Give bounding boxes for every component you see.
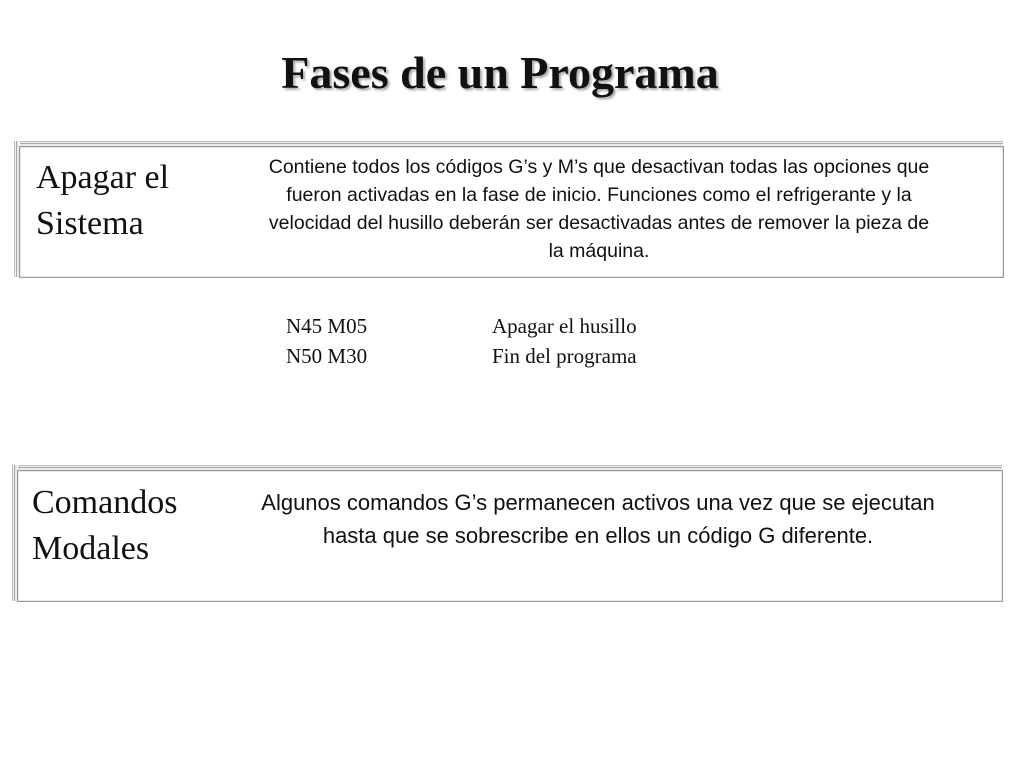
apagar-sistema-panel: [19, 146, 1004, 278]
comandos-modales-panel: [17, 470, 1003, 602]
apagar-sistema-heading: Apagar el Sistema: [36, 159, 170, 242]
code-example: [286, 311, 712, 371]
code-line: [286, 311, 712, 341]
comandos-modales-heading: Comandos Modales: [32, 484, 178, 567]
code-description: Apagar el husillo: [492, 314, 637, 338]
code-line: [286, 341, 712, 371]
code-description: Fin del programa: [492, 344, 637, 368]
code-command: N50 M30: [286, 344, 368, 368]
comandos-modales-description: Algunos comandos G’s permanecen activos una vez que se ejecutan hasta que se sobrescribe en ellos un código G diferente.: [261, 490, 935, 548]
apagar-sistema-description: Contiene todos los códigos G’s y M’s que desactivan todas las opciones que fueron activadas en la fase de inicio. Funciones como el refrigerante y la velocidad del husillo deberán ser desactivadas antes de remover la pieza de la máquina.: [268, 156, 930, 262]
code-command: N45 M05: [286, 314, 368, 338]
slide-title: Fases de un Programa: [281, 47, 719, 98]
